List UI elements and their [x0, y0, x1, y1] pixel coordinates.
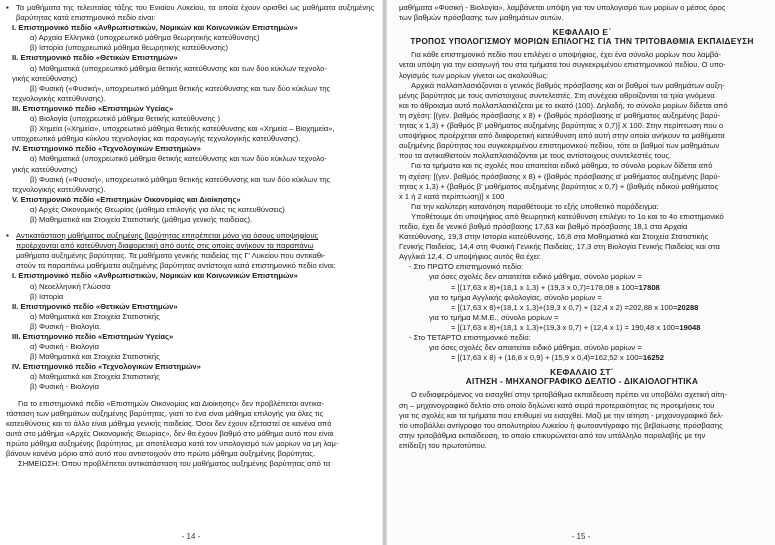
subject-item: α) Αρχαία Ελληνικά (υποχρεωτικό μάθημα θεωρητικής κατεύθυνσης): [30, 33, 260, 43]
replacement-bullet: [6, 231, 374, 271]
groups-list-1: [6, 23, 374, 225]
calc-expr: = [(17,63 x 8)+(18,1 x 1,3) + (19,3 x 0,7)=178,08 x 100=: [451, 282, 639, 292]
page-14: [0, 0, 382, 545]
application-paragraph: [399, 390, 765, 451]
body-line: τητας x 1,3) + (βαθμός β' μαθήματος αυξημένης βαρύτητας x 0,7)] X 100. Στην περίπτωση που ο: [399, 121, 724, 131]
field-heading: IV. Επιστημονικό πεδίο «Τεχνολογικών Επιστημών»: [12, 144, 201, 154]
calc-result: 17808: [638, 282, 660, 292]
field-heading: III. Επιστημονικό πεδίο «Επιστημών Υγείας»: [12, 103, 174, 113]
body-line: Αρχικά πολλαπλασιάζονται ο γενικός βαθμός πρόσβασης και οι βαθμοί των μαθημάτων αυξη-: [411, 80, 725, 90]
body-line: τη σχέση: [(γεν. βαθμός πρόσβασης x 8) + (βαθμός πρόσβασης α' μαθήματος αυξημένης βαρύ-: [399, 171, 720, 181]
calc-result: 20288: [677, 302, 699, 312]
body-line: υποψήφιος προέρχεται από διαφορετική κατεύθυνση από αυτή στην οποία ανήκουν τα μαθήματα: [399, 131, 725, 141]
field-heading: II. Επιστημονικό πεδίο «Θετικών Επιστημών»: [12, 301, 178, 311]
field-heading: I. Επιστημονικό πεδίο «Ανθρωπιστικών, Νομικών και Κοινωνικών Επιστημών»: [12, 23, 298, 33]
body-line: αυξημένης βαρύτητας του συγκεκριμένου επιστημονικού πεδίου, τότε οι βαθμοί των μαθημάτων: [399, 141, 720, 151]
closing-line: αυτά στο μάθημα «Αρχές Οικονομικής Θεωρίας», δεν θα έχουν βαθμό στο μάθημα αυτό που είναι: [6, 428, 334, 438]
chapter-title: ΤΡΟΠΟΣ ΥΠΟΛΟΓΙΣΜΟΥ ΜΟΡΙΩΝ ΕΠΙΛΟΓΗΣ ΓΙΑ ΤΗΝ ΤΡΙΤΟΒΑΘΜΙΑ ΕΚΠΑΙΔΕΥΣΗ: [410, 37, 754, 47]
bullet-line: μαθήματα αυξημένης βαρύτητας. Τα μαθήματα γενικής παιδείας της Γ' Λυκείου που αντικαθι-: [16, 251, 326, 261]
body-line: νεται υπόψη για την εισαγωγή του στα τμήματα του συγκεκριμένου επιστημονικού πεδίου. Ο υπο-: [399, 60, 726, 70]
note-line: ΣΗΜΕΙΩΣΗ: Όπου προβλέπεται αντικατάσταση του μαθήματος αυξημένης βαρύτητας από τα: [18, 459, 331, 469]
calc-expr: = [(17,63 x 8)+(18,1 x 1,3)+(19,3 x 0,7) + (12,4 x 1) = 190,48 x 100=: [451, 322, 680, 332]
subject-item-cont: υποχρεωτικό μάθημα κύκλου τεχνολογίας και παραγωγής τεχνολογικής κατεύθυνσης).: [12, 134, 301, 144]
subject-item: α) Μαθηματικά (υποχρεωτικό μάθημα θετικής κατεύθυνσης και των δύο κύκλων τεχνολο-: [30, 154, 327, 164]
chapter-number: ΚΕΦΑΛΑΙΟ ΣΤ΄: [550, 367, 614, 378]
page-number: - 14 -: [181, 531, 201, 541]
field-heading: I. Επιστημονικό πεδίο «Ανθρωπιστικών, Νομικών και Κοινωνικών Επιστημών»: [12, 271, 298, 281]
calc-label: για το τμήμα Μ.Μ.Ε., σύνολο μορίων =: [429, 312, 559, 322]
worked-example: [399, 262, 765, 363]
subject-item: α) Αρχές Οικονομικής Θεωρίας (μάθημα επιλογής για όλες τις κατευθύνσεις): [30, 204, 285, 214]
calc-expression: [451, 323, 765, 333]
calc-expr: = [(17,63 x 8) + (16,8 x 0,9) + (15,9 x 0,4)=162,52 x 100=: [451, 353, 643, 363]
calc-label: για όσες σχολές δεν απαιτείται ειδικό μάθημα, σύνολο μορίων =: [429, 343, 642, 353]
calc-result: 19048: [679, 322, 701, 332]
subject-item: β) Ιστορία (υποχρεωτικό μάθημα θεωρητικής κατεύθυνσης): [30, 43, 229, 53]
body-line: λογισμός των μορίων γίνεται ως ακολούθως:: [399, 70, 549, 80]
field-heading: IV. Επιστημονικό πεδίο «Τεχνολογικών Επιστημών»: [12, 362, 201, 372]
groups-list-2: [6, 271, 374, 392]
body-line: Γενικής Παιδείας, 14,4 στη Φυσική Γενικής Παιδείας, 17,3 στη Βιολογία Γενικής Παιδείας και στα: [399, 242, 720, 252]
final-line: τίο υποβάλλει αντίγραφο του απολυτηρίου Λυκείου ή φωτοαντίγραφο της βεβαίωσης πρόσβασης: [399, 420, 723, 430]
bullet-line: ▪ Αντικατάσταση μαθήματος αυξημένης βαρύτητας επιτρέπεται μόνο για όσους υποψηφίους: [6, 231, 374, 241]
subject-item: β) Φυσική - Βιολογία: [30, 382, 99, 392]
calc-expr: = [(17,63 x 8)+(18,1 x 1,3)+(19,3 x 0,7) + (12,4 x 2) =202,88 x 100=: [451, 302, 678, 312]
field-heading: V. Επιστημονικό πεδίο «Επιστημών Οικονομίας και Διοίκησης»: [12, 194, 241, 204]
body-line: Για την καλύτερη κατανόηση παραθέτουμε το εξής υποθετικό παράδειγμα:: [411, 201, 659, 211]
closing-line: βάνουν κανένα μόριο από αυτό που αντιστοιχούν στο πρώτο μάθημα αυξημένης βαρύτητας.: [6, 449, 316, 459]
page-15: [387, 0, 775, 545]
final-line: Ο ενδιαφερόμενος να εισαχθεί στην τριτοβάθμια εκπαίδευση πρέπει να υποβάλει σχετική αίτη-: [411, 390, 728, 400]
subject-item: β) Φυσική - Βιολογία.: [30, 321, 102, 331]
final-line: επίδειξη του πρωτοτύπου.: [399, 440, 487, 450]
chapter-title: ΑΙΤΗΣΗ - ΜΗΧΑΝΟΓΡΑΦΙΚΟ ΔΕΛΤΙΟ - ΔΙΚΑΙΟΛΟΓΗΤΙΚΑ: [465, 377, 699, 387]
subject-item: α) Μαθηματικά και Στοιχεία Στατιστικής: [30, 311, 160, 321]
field-dash: - Στο ΠΡΩΤΟ επιστημονικό πεδίο:: [409, 262, 524, 272]
body-line: Υποθέτουμε ότι υποψήφιος από θεωρητική κατεύθυνση επιλέγει το 1ο και το 4ο επιστημονικό: [411, 211, 724, 221]
body-line: τη σχέση: [(γεν. βαθμός πρόσβασης x 8) + (βαθμός πρόσβασης α' μαθήματος αυξημένης βαρύ-: [399, 110, 720, 120]
continued-line: μαθήματα «Φυσική - Βιολογία», λαμβάνεται υπόψη για τον υπολογισμό των μορίων ο μέσος όρος: [399, 3, 726, 12]
page-number: - 15 -: [571, 531, 591, 541]
final-line: ση – μηχανογραφικό δελτίο στο οποίο δηλώνει κατά σειρά προτεραιότητας τις προτιμήσεις του: [399, 400, 715, 410]
body-line: τητας x 1,3) + (βαθμός β' μαθήματος αυξημένης βαρύτητας x 0,7) + (βαθμός ειδικού μαθήματος: [399, 181, 719, 191]
subject-item: β) Φυσική («Φυσική», υποχρεωτικό μάθημα θετικής κατεύθυνσης και των δύο κύκλων της: [30, 174, 331, 184]
body-line: μένης βαρύτητας με τους αντίστοιχους συντελεστές. Στη συνέχεια αθροίζονται τα τρία γινόμενα: [399, 90, 715, 100]
body-line: πεδίο, έχει δε γενικό βαθμό πρόσβασης 17,63 και βαθμό πρόσβασης 18,1 στα Αρχαία: [399, 221, 688, 231]
subject-item: β) Μαθηματικά και Στοιχεία Στατιστικής (μάθημα γενικής παιδείας).: [30, 214, 253, 224]
subject-item-cont: γικής κατεύθυνσης): [12, 73, 78, 83]
calc-label: για το τμήμα Αγγλικής φιλολογίας, σύνολο μορίων =: [429, 292, 602, 302]
chapter-number: ΚΕΦΑΛΑΙΟ Ε΄: [552, 27, 612, 38]
subject-item: α) Φυσική - Βιολογία: [30, 342, 99, 352]
field-dash: - Στο ΤΕΤΑΡΤΟ επιστημονικό πεδίο:: [409, 333, 531, 342]
closing-line: Για το επιστημονικό πεδίο «Επιστημών Οικονομίας και Διοίκησης» δεν προβλέπεται αντικα-: [18, 398, 324, 408]
subject-item: α) Μαθηματικά και Στοιχεία Στατιστικής: [30, 372, 160, 382]
closing-line: κατευθύνσεις και το άλλο είναι μάθημα γενικής παιδείας. Όσοι δεν έχουν εξεταστεί σε κανένα από: [6, 418, 332, 428]
closing-line: πρώτο μάθημα αυξημένης βαρύτητας, με αποτέλεσμα κατά τον υπολογισμό των μορίων να μη λαμ-: [6, 438, 339, 448]
calc-label: για όσες σχολές δεν απαιτείται ειδικό μάθημα, σύνολο μορίων =: [429, 272, 642, 282]
calc-expression: [451, 353, 765, 363]
closing-paragraph: [6, 399, 374, 470]
subject-item: α) Μαθηματικά (υποχρεωτικό μάθημα θετικής κατεύθυνσης και των δύο κύκλων τεχνολο-: [30, 63, 327, 73]
body-line: Αγγλικά 12,4. Ο υποψήφιος αυτός θα έχει:: [399, 252, 541, 262]
body-line: και το άθροισμα αυτό πολλαπλασιάζεται με το εκατό (100). Δηλαδή, το σύνολο μορίων δίδεται από: [399, 100, 728, 110]
calc-result: 16252: [642, 353, 664, 363]
body-line: που τα αντικαθιστούν πολλαπλασιάζονται με τους αντίστοιχους συντελεστές τους.: [399, 151, 672, 161]
closing-line: τάσταση των μαθημάτων αυξημένης βαρύτητας, γιατί το ένα είναι μάθημα επιλογής για όλες τις: [6, 408, 324, 418]
subject-item-cont: γικής κατεύθυνσης): [12, 164, 78, 174]
subject-item: β) Χημεία («Χημεία», υποχρεωτικό μάθημα θετικής κατεύθυνσης και «Χημεία – Βιοχημεία»,: [30, 124, 335, 134]
final-line: για τις σχολές και τα τμήματα που επιθυμεί να εισαχθεί. Μαζί με την αίτηση - μηχανογραφικό δελ-: [399, 410, 724, 420]
bullet-line: προέρχονται από κατεύθυνση διαφορετική από αυτές στις οποίες ανήκουν τα παραπάνω: [16, 241, 314, 251]
subject-item-cont: τεχνολογικής κατεύθυνσης).: [12, 184, 106, 194]
body-line: Κατεύθυνσης, 19,3 στην Ιστορία κατεύθυνσης, 16,8 στα Μαθηματικά και Στοιχεία Στατιστικής: [399, 232, 709, 242]
subject-item: α) Νεοελληνική Γλώσσα: [30, 281, 111, 291]
intro-paragraph: ▪ Τα μαθήματα της τελευταίας τάξης του Ενιαίου Λυκείου, τα οποία έχουν ορισθεί ως μαθήματα αυξημένης βαρύτητας κατά επιστημονικό πεδίο είναι:: [6, 3, 374, 23]
subject-item-cont: τεχνολογικής κατεύθυνσης).: [12, 93, 106, 103]
bullet-line: στούν τα παραπάνω μαθήματα αυξημένης βαρύτητας αντίστοιχα κατά επιστημονικό πεδίο είναι:: [16, 261, 336, 271]
subject-item: α) Βιολογία (υποχρεωτικό μάθημα θετικής κατεύθυνσης ): [30, 114, 221, 124]
body-line: Για κάθε επιστημονικό πεδίο που επιλέγει ο υποψήφιος, έχει ένα σύνολο μορίων που λαμβά-: [411, 50, 722, 60]
body-line: x 1 ή 2 κατά περίπτωση)] x 100: [399, 191, 505, 201]
continued-line: των βαθμών πρόσβασης των μαθημάτων αυτών.: [399, 13, 564, 23]
calc-expression: [451, 303, 765, 313]
body-line: Για τα τμήματα και τις σχολές που απαιτείται ειδικό μάθημα, το σύνολο μορίων δίδεται από: [411, 161, 713, 171]
final-line: στην τριτοβάθμια εκπαίδευση, το οποίο επικυρώνεται από τον υπάλληλο παραλαβής με την: [399, 430, 706, 440]
calculation-text: [399, 50, 765, 262]
subject-item: β) Ιστορία: [30, 291, 64, 301]
field-heading: II. Επιστημονικό πεδίο «Θετικών Επιστημών»: [12, 53, 178, 63]
subject-item: β) Μαθηματικά και Στοιχεία Στατιστικής: [30, 352, 160, 362]
calc-expression: [451, 283, 765, 293]
field-heading: III. Επιστημονικό πεδίο «Επιστημών Υγείας»: [12, 332, 174, 341]
subject-item: β) Φυσική («Φυσική», υποχρεωτικό μάθημα θετικής κατεύθυνσης και των δύο κύκλων της: [30, 83, 331, 93]
